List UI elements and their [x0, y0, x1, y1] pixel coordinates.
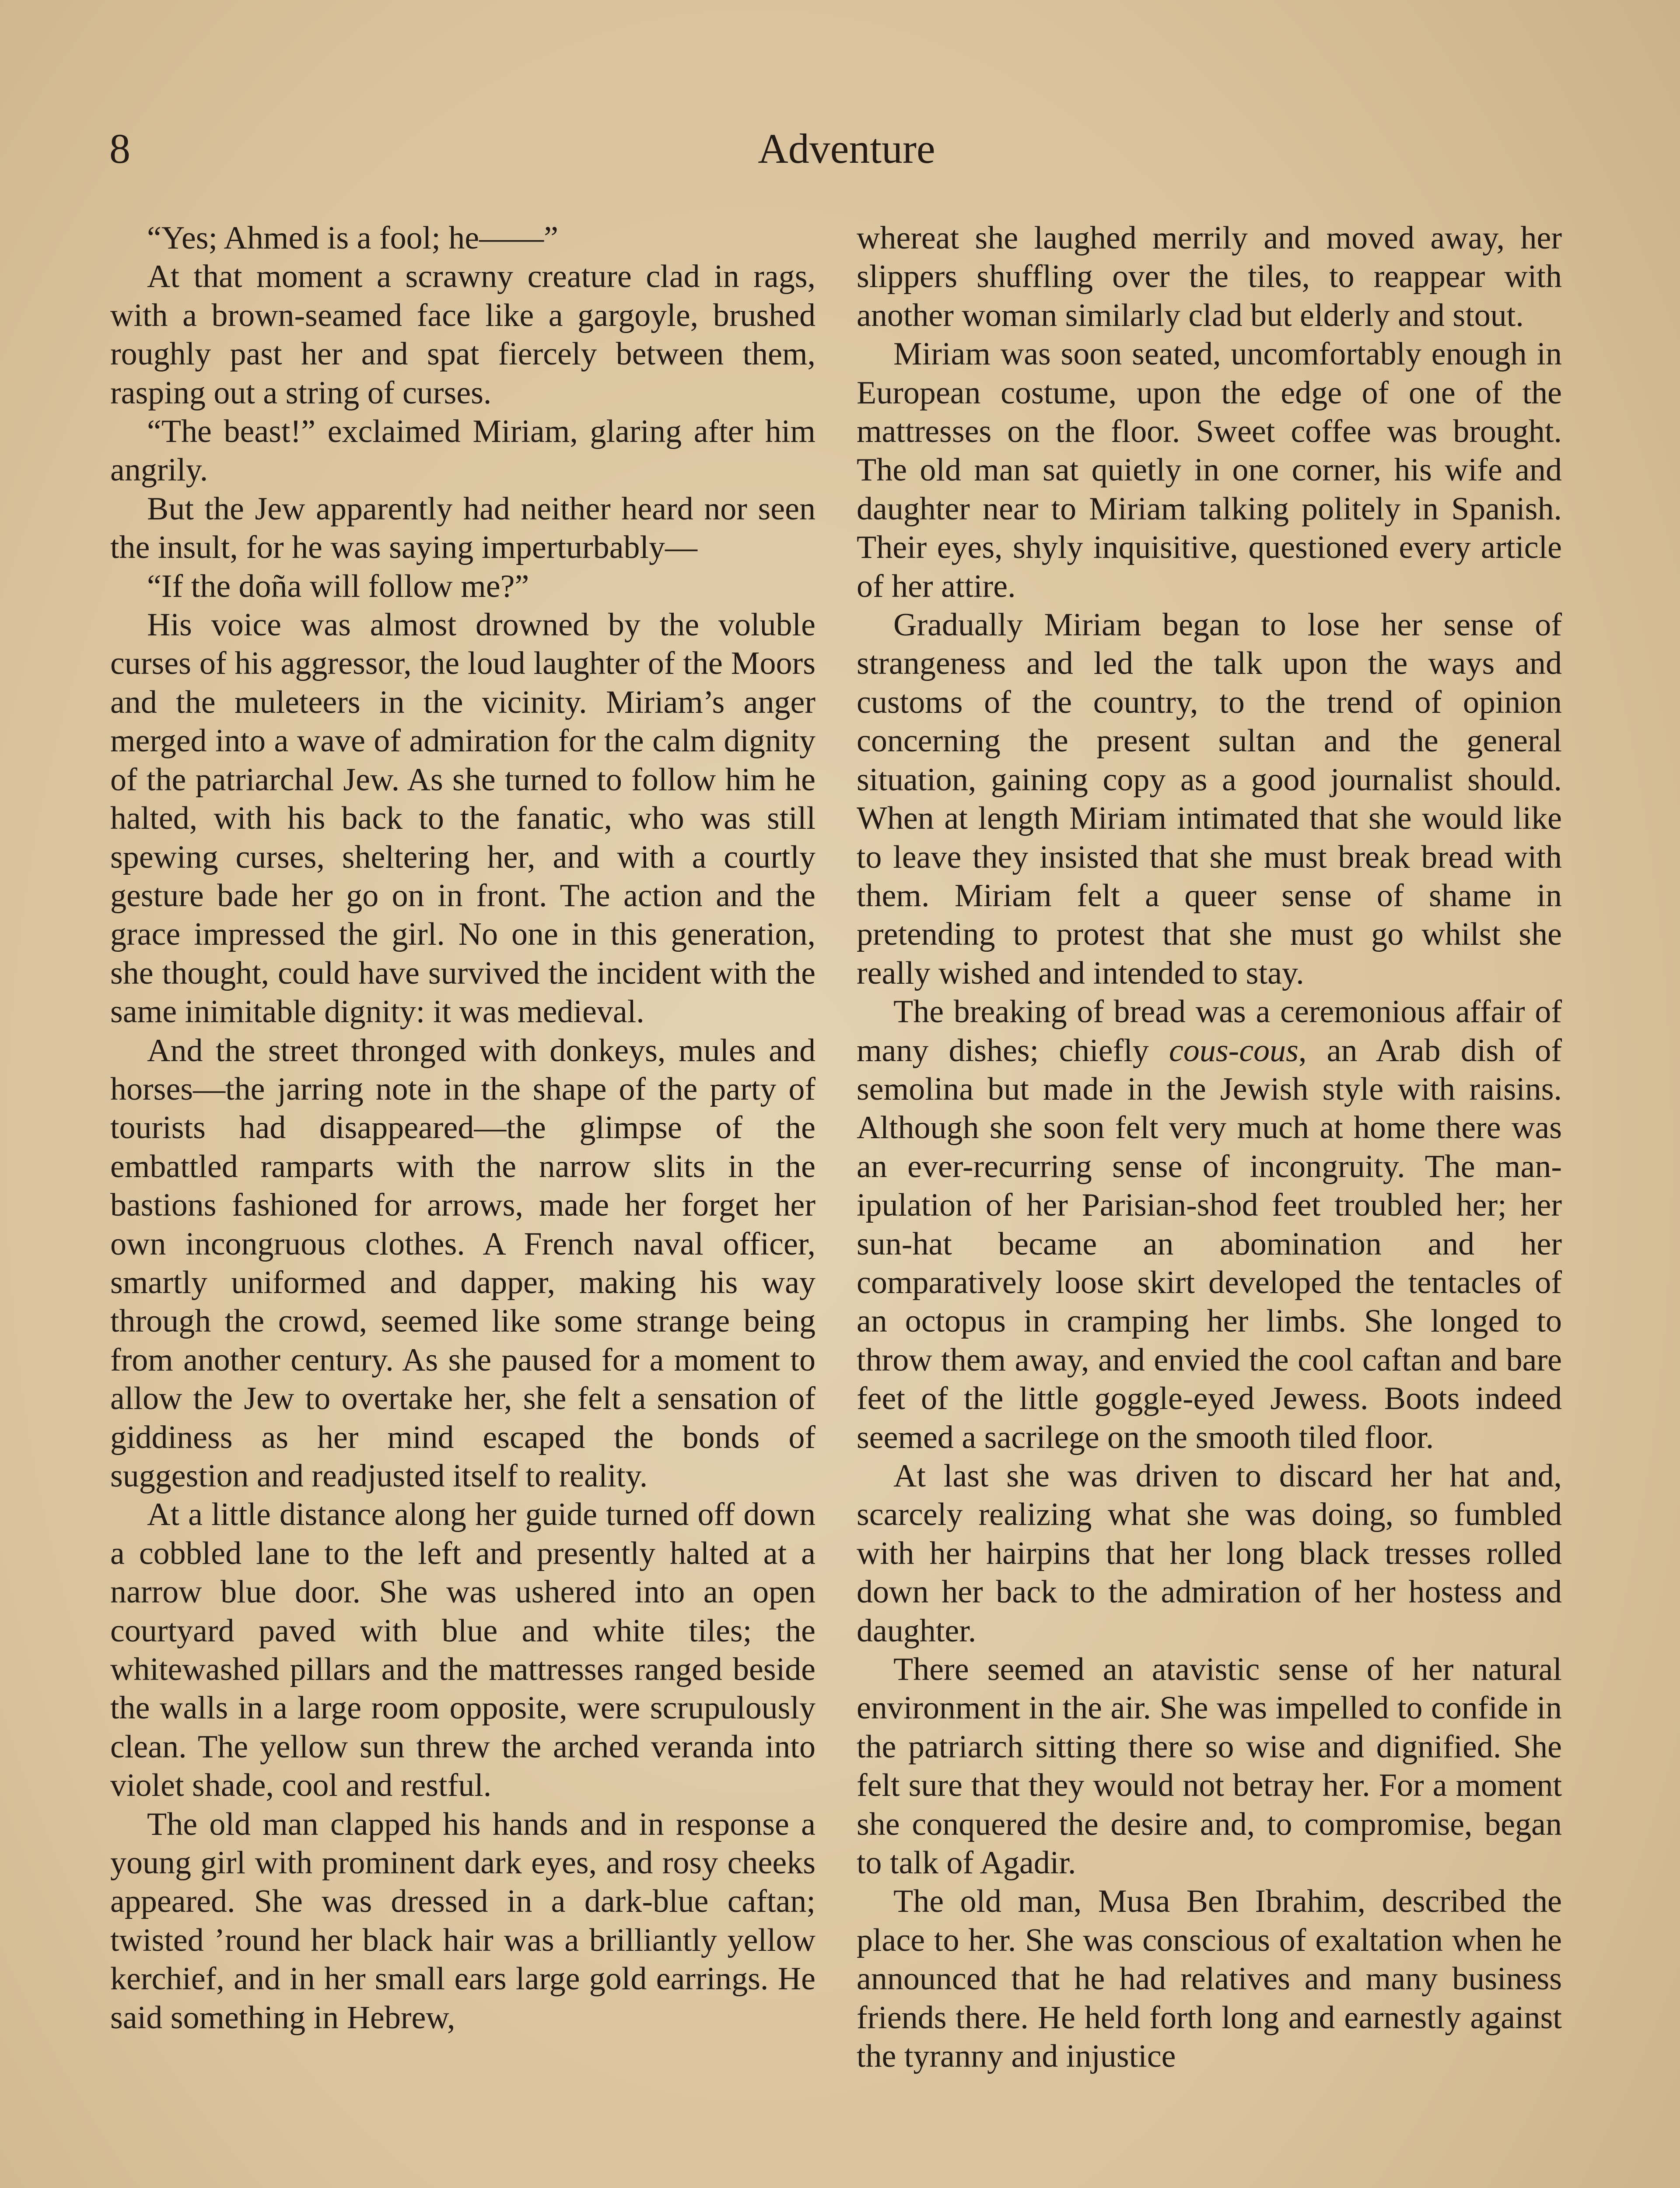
paragraph: At last she was driven to discard her hat and, scarcely realizing what she was doing, so fumbled with her hairpins that her long black tresses rolled down her back to the admiration of her hostess and daughter. — [857, 1458, 1562, 1649]
paragraph: “Yes; Ahmed is a fool; he——” — [147, 220, 558, 256]
text-run: The breaking of bread was a ceremonious affair of many dishes; chiefly — [857, 994, 1562, 1069]
paragraph: At that moment a scrawny creature clad in rags, with a brown-seamed face like a gargoyle, brushed roughly past her and spat fiercely between them, rasping out a string of curses. — [110, 259, 816, 411]
italic-term: cous-cous — [1169, 1032, 1298, 1069]
paragraph: There seemed an atavistic sense of her natural environment in the air. She was impelled to confide in the patriarch sitting there so wise and dignified. She felt sure that they would not betray her. For a moment she conquered the desire and, to compromise, began to talk of Agadir. — [857, 1652, 1562, 1881]
paragraph: His voice was almost drowned by the voluble curses of his aggressor, the loud laughter of the Moors and the muleteers in the vicinity. Miriam’s anger merged into a wave of admiration for the calm dignity of the patriarchal Jew. As she turned to follow him he halted, with his back to the fanatic, who was still spewing curses, sheltering her, and with a courtly gesture bade her go on in front. The action and the grace impressed the girl. No one in this generation, she thought, could have survived the incident with the same inimitable dignity: it was medieval. — [110, 607, 816, 1030]
paragraph: The old man clapped his hands and in response a young girl with prominent dark eyes, and rosy cheeks appeared. She was dressed in a dark-blue caftan; twisted ’round her black hair was a brilliantly yellow kerchief, and in her small ears large gold earrings. He said something in Hebrew, — [110, 1806, 816, 2036]
continued-paragraph: whereat she laughed merrily and moved away, her slippers shuffling over the tiles, to reappear with another woman similarly clad but elderly and stout. — [857, 220, 1562, 333]
running-title: Adventure — [758, 125, 935, 172]
paragraph: But the Jew apparently had neither heard nor seen the insult, for he was saying imperturbably— — [110, 491, 816, 566]
paragraph: At a little distance along her guide turned off down a cobbled lane to the left and presently halted at a narrow blue door. She was ushered into an open courtyard paved with blue and white tiles; the whitewashed pillars and the mattresses ranged beside the walls in a large room opposite, were scrupulously clean. The yellow sun threw the arched veranda into violet shade, cool and restful. — [110, 1497, 816, 1804]
paragraph: Gradually Miriam began to lose her sense of strangeness and led the talk upon the ways and customs of the country, to the trend of opinion concerning the present sultan and the general situation, gaining copy as a good journalist should. When at length Miriam intimated that she would like to leave they insisted that she must break bread with them. Miriam felt a queer sense of shame in pretending to protest that she must go whilst she really wished and intended to stay. — [857, 607, 1562, 991]
paragraph: Miriam was soon seated, uncomfortably enough in European costume, upon the edge of one of the mattresses on the floor. Sweet coffee was brought. The old man sat quietly in one corner, his wife and daughter near to Miriam talking politely in Spanish. Their eyes, shyly inquisitive, questioned every article of her attire. — [857, 336, 1562, 604]
text-run: , an Arab dish of semolina but made in the Jewish style with raisins. Although she soon felt very much at home there was an ever-recurring sense of incongruity. The manipulation of her Parisian-shod feet troubled her; her sun-hat became an abomination and her comparatively loose skirt developed the tentacles of an octopus in cramping her limbs. She longed to throw them away, and envied the cool caftan and bare feet of the little goggle-eyed Jewess. Boots indeed seemed a sacrilege on the smooth tiled floor. — [857, 1032, 1562, 1455]
page-number: 8 — [109, 125, 130, 172]
paragraph: “The beast!” exclaimed Miriam, glaring after him angrily. — [110, 414, 816, 488]
page-header — [109, 120, 1584, 177]
paragraph: “If the doña will follow me?” — [147, 568, 529, 604]
paragraph: The old man, Musa Ben Ibrahim, described the place to her. She was conscious of exaltation when he announced that he had relatives and many business friends there. He held forth long and earnestly against the tyranny and injustice — [857, 1883, 1562, 2075]
paragraph-cous-cous — [857, 992, 1562, 1457]
left-column — [110, 219, 816, 2037]
paragraph: And the street thronged with donkeys, mules and horses—the jarring note in the shape of the party of tourists had disappeared—the glimpse of the embattled ramparts with the narrow slits in the bastions fashioned for arrows, made her forget her own incongruous clothes. A French naval officer, smartly uniformed and dapper, making his way through the crowd, seemed like some strange being from another century. As she paused for a moment to allow the Jew to overtake her, she felt a sensation of giddiness as her mind escaped the bonds of suggestion and readjusted itself to reality. — [110, 1032, 816, 1494]
right-column — [857, 219, 1562, 2076]
